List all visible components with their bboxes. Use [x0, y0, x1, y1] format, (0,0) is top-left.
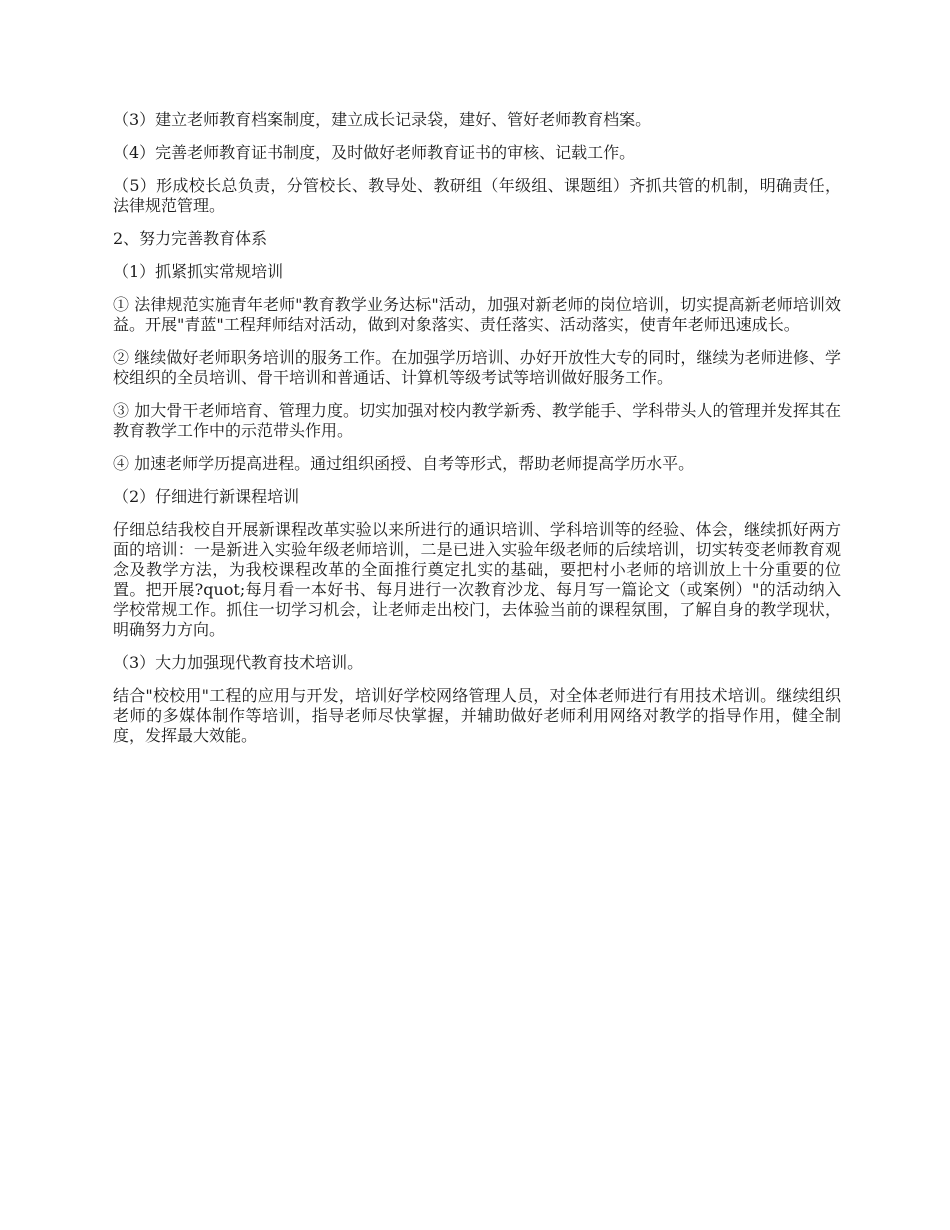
paragraph-modern-tech: 结合"校校用"工程的应用与开发，培训好学校网络管理人员，对全体老师进行有用技术培训。继续组织老师的多媒体制作等培训，指导老师尽快掌握，并辅助做好老师利用网络对教学的指导作用，健全制度，发挥最大效能。: [113, 686, 841, 745]
section-heading-2: 2、努力完善教育体系: [113, 229, 268, 248]
subheading-3-modern-tech: （3）大力加强现代教育技术培训。: [113, 653, 364, 672]
subheading-1-routine-training: （1）抓紧抓实常规培训: [113, 262, 284, 281]
item-4-education-level: ④ 加速老师学历提高进程。通过组织函授、自考等形式，帮助老师提高学历水平。: [113, 454, 695, 473]
paragraph-4-certificate: （4）完善老师教育证书制度，及时做好老师教育证书的审核、记载工作。: [113, 143, 636, 162]
paragraph-5-mechanism: （5）形成校长总负责，分管校长、教导处、教研组（年级组、课题组）齐抓共管的机制，明确责任，法律规范管理。: [113, 176, 841, 215]
subheading-2-new-curriculum: （2）仔细进行新课程培训: [113, 487, 300, 506]
item-1-young-teachers: ① 法律规范实施青年老师"教育教学业务达标"活动，加强对新老师的岗位培训，切实提高新老师培训效益。开展"青蓝"工程拜师结对活动，做到对象落实、责任落实、活动落实，使青年老师迅速成长。: [113, 295, 841, 334]
paragraph-new-curriculum: 仔细总结我校自开展新课程改革实验以来所进行的通识培训、学科培训等的经验、体会，继续抓好两方面的培训：一是新进入实验年级老师培训，二是已进入实验年级老师的后续培训，切实转变老师教育观念及教学方法，为我校课程改革的全面推行奠定扎实的基础，要把村小老师的培训放上十分重要的位置。把开展?quot;每月看一本好书、每月进行一次教育沙龙、每月写一篇论文（或案例）"的活动纳入学校常规工作。抓住一切学习机会，让老师走出校门，去体验当前的课程氛围，了解自身的教学现状，明确努力方向。: [113, 520, 841, 639]
item-3-backbone-teachers: ③ 加大骨干老师培育、管理力度。切实加强对校内教学新秀、教学能手、学科带头人的管理并发挥其在教育教学工作中的示范带头作用。: [113, 401, 841, 440]
paragraph-3-archive: （3）建立老师教育档案制度，建立成长记录袋，建好、管好老师教育档案。: [113, 110, 652, 129]
item-2-service-work: ② 继续做好老师职务培训的服务工作。在加强学历培训、办好开放性大专的同时，继续为老师进修、学校组织的全员培训、骨干培训和普通话、计算机等级考试等培训做好服务工作。: [113, 348, 841, 387]
document-body: [113, 110, 841, 759]
